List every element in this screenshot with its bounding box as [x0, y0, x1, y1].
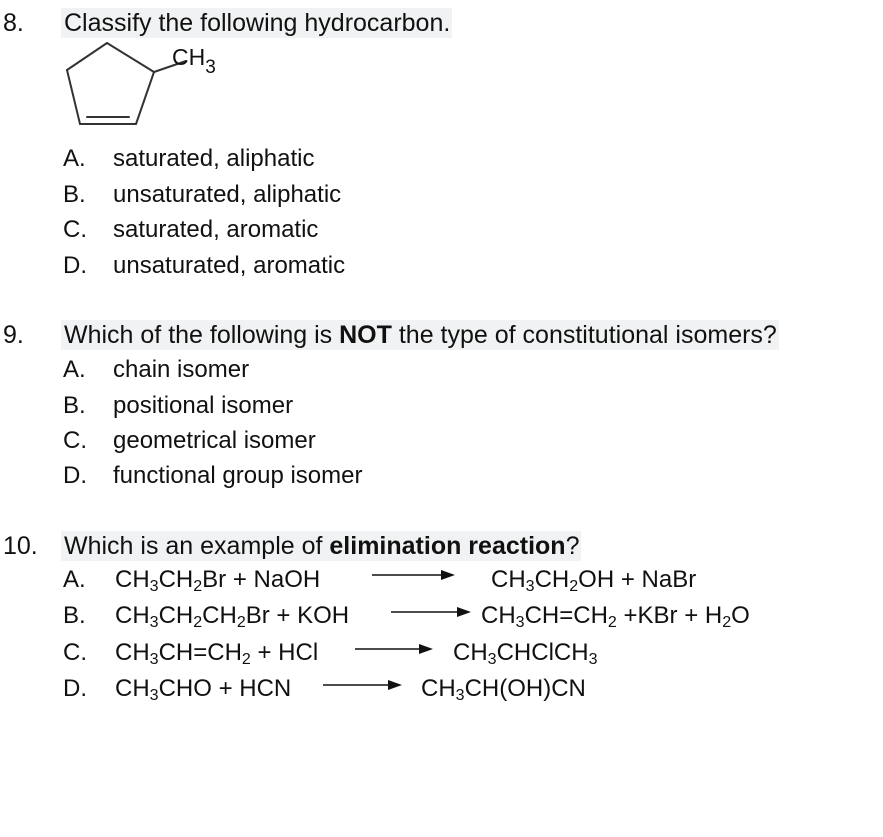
ring-bond-1 — [107, 43, 154, 72]
formula-text: CHClCH — [496, 639, 589, 666]
formula-text: O — [731, 602, 750, 629]
q8-question-text: Classify the following hydrocarbon. — [61, 8, 452, 38]
ring-bond-2 — [136, 72, 154, 124]
formula-subscript: 2 — [569, 578, 579, 595]
formula-text: CH — [158, 566, 194, 593]
formula-text: OH + NaBr — [578, 566, 697, 593]
formula-text: CH — [158, 602, 194, 629]
formula-subscript: 2 — [193, 614, 203, 631]
formula-text: CH — [115, 675, 150, 702]
q9-number: 9. — [3, 321, 24, 349]
q10-option-a-reactants — [115, 565, 320, 595]
formula-text: CH — [421, 675, 456, 702]
q9-option-d[interactable]: D. functional group isomer — [63, 462, 363, 489]
formula-text: Br + NaOH — [202, 566, 321, 593]
formula-text: CHO + HCN — [158, 675, 292, 702]
formula-subscript: 2 — [193, 578, 203, 595]
formula-text: CH — [115, 602, 150, 629]
q9-option-b[interactable]: B. positional isomer — [63, 392, 294, 419]
q10-option-d-arrow — [0, 0, 1, 1]
q10-option-a-products — [491, 565, 696, 595]
q10-option-d-products — [421, 674, 586, 704]
formula-subscript: 3 — [149, 614, 159, 631]
formula-text: CH — [453, 639, 488, 666]
formula-subscript: 2 — [236, 614, 246, 631]
q10-question-text: Which is an example of elimination reaction? — [61, 531, 581, 561]
q9-option-a[interactable]: A. chain isomer — [63, 356, 250, 383]
formula-text: + HCl — [250, 639, 319, 666]
formula-text: CH — [115, 639, 150, 666]
q10-option-b[interactable]: B. — [63, 602, 86, 629]
q10-option-b-products — [481, 601, 750, 631]
q8-option-d[interactable]: D. unsaturated, aromatic — [63, 252, 346, 279]
formula-text: CH — [491, 566, 526, 593]
q10-option-c[interactable]: C. — [63, 639, 87, 666]
formula-subscript: 3 — [149, 687, 159, 704]
q10-option-d[interactable]: D. — [63, 675, 87, 702]
q10-option-a[interactable]: A. — [63, 566, 86, 593]
formula-text: CH=CH — [158, 639, 242, 666]
formula-subscript: 3 — [588, 651, 598, 668]
q10-option-c-products — [453, 638, 597, 668]
methyl-label: $CH_3$ — [172, 44, 216, 78]
ring-bond-5 — [67, 43, 107, 70]
formula-text: CH(OH)CN — [464, 675, 586, 702]
q9-option-c[interactable]: C. geometrical isomer — [63, 427, 316, 454]
formula-subscript: 3 — [149, 578, 159, 595]
formula-text: CH — [115, 566, 150, 593]
methylcyclopentene-structure — [0, 0, 300, 135]
q10-option-d-reactants — [115, 674, 291, 704]
formula-subscript: 3 — [515, 614, 525, 631]
formula-subscript: 2 — [241, 651, 251, 668]
q8-option-b[interactable]: B. unsaturated, aliphatic — [63, 181, 342, 208]
q10-option-b-reactants — [115, 601, 349, 631]
q10-number: 10. — [3, 532, 38, 560]
formula-subscript: 3 — [149, 651, 159, 668]
formula-text: CH — [534, 566, 570, 593]
formula-text: Br + KOH — [245, 602, 350, 629]
ring-bond-4 — [67, 70, 80, 124]
formula-text: CH — [202, 602, 237, 629]
q10-option-c-reactants — [115, 638, 318, 668]
formula-subscript: 2 — [607, 614, 617, 631]
q8-option-a[interactable]: A. saturated, aliphatic — [63, 145, 315, 172]
formula-text: CH=CH — [524, 602, 608, 629]
q9-question-text: Which of the following is NOT the type of constitutional isomers? — [61, 320, 779, 350]
q8-number: 8. — [3, 9, 24, 37]
formula-subscript: 3 — [525, 578, 535, 595]
formula-subscript: 3 — [455, 687, 465, 704]
formula-subscript: 2 — [722, 614, 732, 631]
formula-text: +KBr + H — [616, 602, 723, 629]
q8-option-c[interactable]: C. saturated, aromatic — [63, 216, 319, 243]
formula-subscript: 3 — [487, 651, 497, 668]
formula-text: CH — [481, 602, 516, 629]
